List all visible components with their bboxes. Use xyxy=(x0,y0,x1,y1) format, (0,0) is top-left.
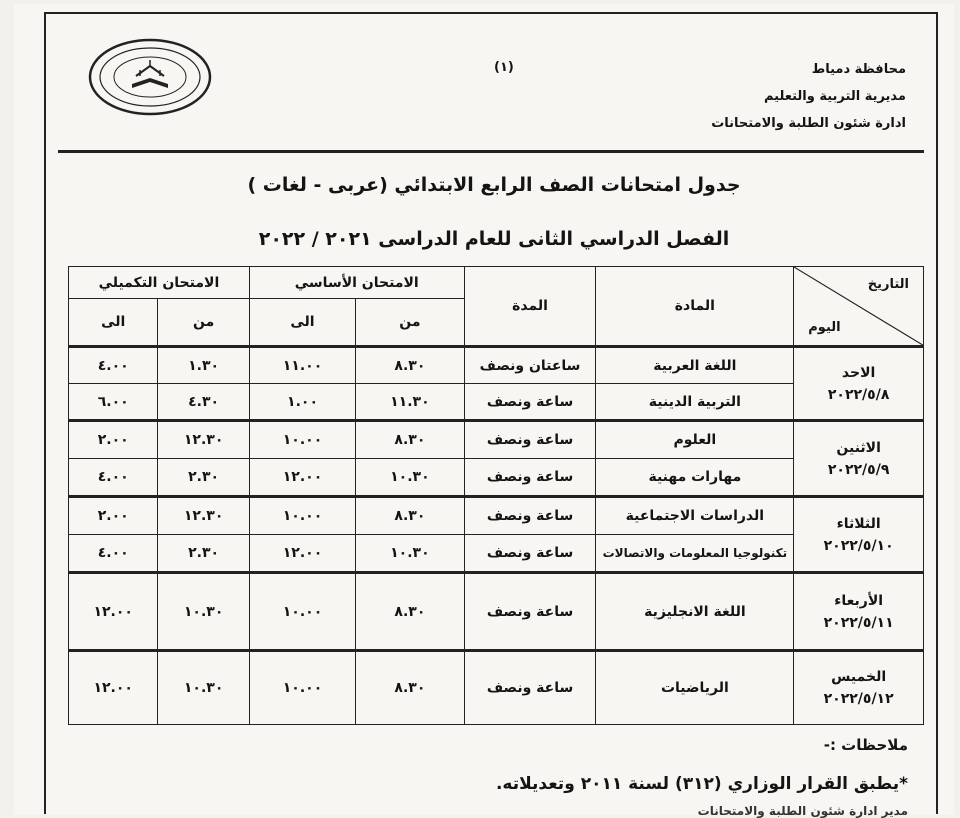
subject-cell: العلوم xyxy=(596,421,794,459)
day-cell xyxy=(794,421,924,497)
basic-from-cell: ٨.٣٠ xyxy=(356,651,464,725)
supp-from-cell: ٢.٣٠ xyxy=(158,535,249,573)
basic-from-cell: ٨.٣٠ xyxy=(356,347,464,384)
duration-cell: ساعة ونصف xyxy=(464,651,596,725)
table-row xyxy=(69,347,924,384)
subject-cell: تكنولوجيا المعلومات والاتصالات xyxy=(596,535,794,573)
duration-cell: ساعة ونصف xyxy=(464,384,596,421)
supp-from-header: من xyxy=(158,299,249,347)
supp-from-cell: ١٢.٣٠ xyxy=(158,497,249,535)
basic-exam-header: الامتحان الأساسي xyxy=(249,267,464,299)
basic-from-cell: ٨.٣٠ xyxy=(356,421,464,459)
basic-to-cell: ١٠.٠٠ xyxy=(249,651,355,725)
day-cell xyxy=(794,347,924,421)
supp-to-cell: ١٢.٠٠ xyxy=(69,651,158,725)
supp-from-cell: ١.٣٠ xyxy=(158,347,249,384)
exam-schedule-document xyxy=(14,4,954,818)
basic-to-cell: ١٠.٠٠ xyxy=(249,573,355,651)
subject-cell: اللغة العربية xyxy=(596,347,794,384)
supp-to-cell: ١٢.٠٠ xyxy=(69,573,158,651)
schedule-title: جدول امتحانات الصف الرابع الابتدائي (عربى - لغات ) xyxy=(247,174,741,196)
duration-header: المدة xyxy=(464,267,596,347)
day-label: اليوم xyxy=(808,320,841,335)
directorate: مديرية التربية والتعليم xyxy=(763,89,906,104)
page-number: (١) xyxy=(494,60,514,75)
day-name: الأربعاء xyxy=(834,592,884,609)
subject-cell: مهارات مهنية xyxy=(596,459,794,497)
header-divider xyxy=(58,150,924,153)
day-date: ٢٠٢٢/٥/١١ xyxy=(823,614,894,631)
basic-from-cell: ١١.٣٠ xyxy=(356,384,464,421)
day-name: الثلاثاء xyxy=(836,515,881,532)
supp-from-cell: ١٢.٣٠ xyxy=(158,421,249,459)
duration-cell: ساعة ونصف xyxy=(464,573,596,651)
day-date: ٢٠٢٢/٥/١٠ xyxy=(823,537,894,554)
basic-to-cell: ١٠.٠٠ xyxy=(249,421,355,459)
signature-line: مدير ادارة شئون الطلبة والامتحانات xyxy=(697,804,908,818)
date-day-header xyxy=(794,267,924,347)
notes-label: ملاحظات :- xyxy=(823,736,908,754)
supp-from-cell: ٢.٣٠ xyxy=(158,459,249,497)
day-name: الاثنين xyxy=(836,439,881,456)
supp-to-cell: ٤.٠٠ xyxy=(69,459,158,497)
supp-to-header: الى xyxy=(69,299,158,347)
table-row xyxy=(69,421,924,459)
duration-cell: ساعة ونصف xyxy=(464,497,596,535)
basic-from-header: من xyxy=(356,299,464,347)
day-name: الاحد xyxy=(841,364,876,381)
basic-from-cell: ٨.٣٠ xyxy=(356,497,464,535)
table-row xyxy=(69,497,924,535)
table-row xyxy=(69,573,924,651)
office-header xyxy=(711,56,906,137)
supp-to-cell: ٢.٠٠ xyxy=(69,421,158,459)
day-name: الخميس xyxy=(831,669,887,685)
day-cell xyxy=(794,497,924,573)
supp-from-cell: ١٠.٣٠ xyxy=(158,651,249,725)
day-cell xyxy=(794,573,924,651)
schedule-subtitle: الفصل الدراسي الثانى للعام الدراسى ٢٠٢١ / ٢٠٢٢ xyxy=(258,228,730,250)
supp-to-cell: ٤.٠٠ xyxy=(69,347,158,384)
duration-cell: ساعة ونصف xyxy=(464,535,596,573)
day-date: ٢٠٢٢/٥/٨ xyxy=(827,386,890,403)
basic-from-cell: ١٠.٣٠ xyxy=(356,459,464,497)
basic-to-cell: ١٠.٠٠ xyxy=(249,497,355,535)
supp-from-cell: ٤.٣٠ xyxy=(158,384,249,421)
date-label: التاريخ xyxy=(867,277,909,292)
supplementary-exam-header: الامتحان التكميلي xyxy=(69,267,250,299)
basic-to-cell: ١٢.٠٠ xyxy=(249,535,355,573)
basic-to-header: الى xyxy=(249,299,355,347)
exam-schedule-table xyxy=(68,266,924,725)
basic-from-cell: ١٠.٣٠ xyxy=(356,535,464,573)
ministry-seal-logo xyxy=(86,36,214,118)
day-date: ٢٠٢٢/٥/١٢ xyxy=(823,691,894,707)
subject-cell: اللغة الانجليزية xyxy=(596,573,794,651)
day-date: ٢٠٢٢/٥/٩ xyxy=(827,461,890,478)
supp-to-cell: ٦.٠٠ xyxy=(69,384,158,421)
duration-cell: ساعة ونصف xyxy=(464,459,596,497)
supp-to-cell: ٤.٠٠ xyxy=(69,535,158,573)
table-row xyxy=(69,651,924,725)
basic-to-cell: ١.٠٠ xyxy=(249,384,355,421)
subject-cell: الرياضيات xyxy=(596,651,794,725)
supp-from-cell: ١٠.٣٠ xyxy=(158,573,249,651)
basic-to-cell: ١١.٠٠ xyxy=(249,347,355,384)
subject-cell: التربية الدينية xyxy=(596,384,794,421)
governorate: محافظة دمياط xyxy=(811,62,906,77)
department: ادارة شئون الطلبة والامتحانات xyxy=(711,116,906,131)
subject-cell: الدراسات الاجتماعية xyxy=(596,497,794,535)
subject-header: المادة xyxy=(596,267,794,347)
duration-cell: ساعتان ونصف xyxy=(464,347,596,384)
day-cell xyxy=(794,651,924,725)
basic-from-cell: ٨.٣٠ xyxy=(356,573,464,651)
ministerial-decree-note: *يطبق القرار الوزاري (٣١٢) لسنة ٢٠١١ وتعديلاته. xyxy=(495,774,908,794)
duration-cell: ساعة ونصف xyxy=(464,421,596,459)
basic-to-cell: ١٢.٠٠ xyxy=(249,459,355,497)
supp-to-cell: ٢.٠٠ xyxy=(69,497,158,535)
